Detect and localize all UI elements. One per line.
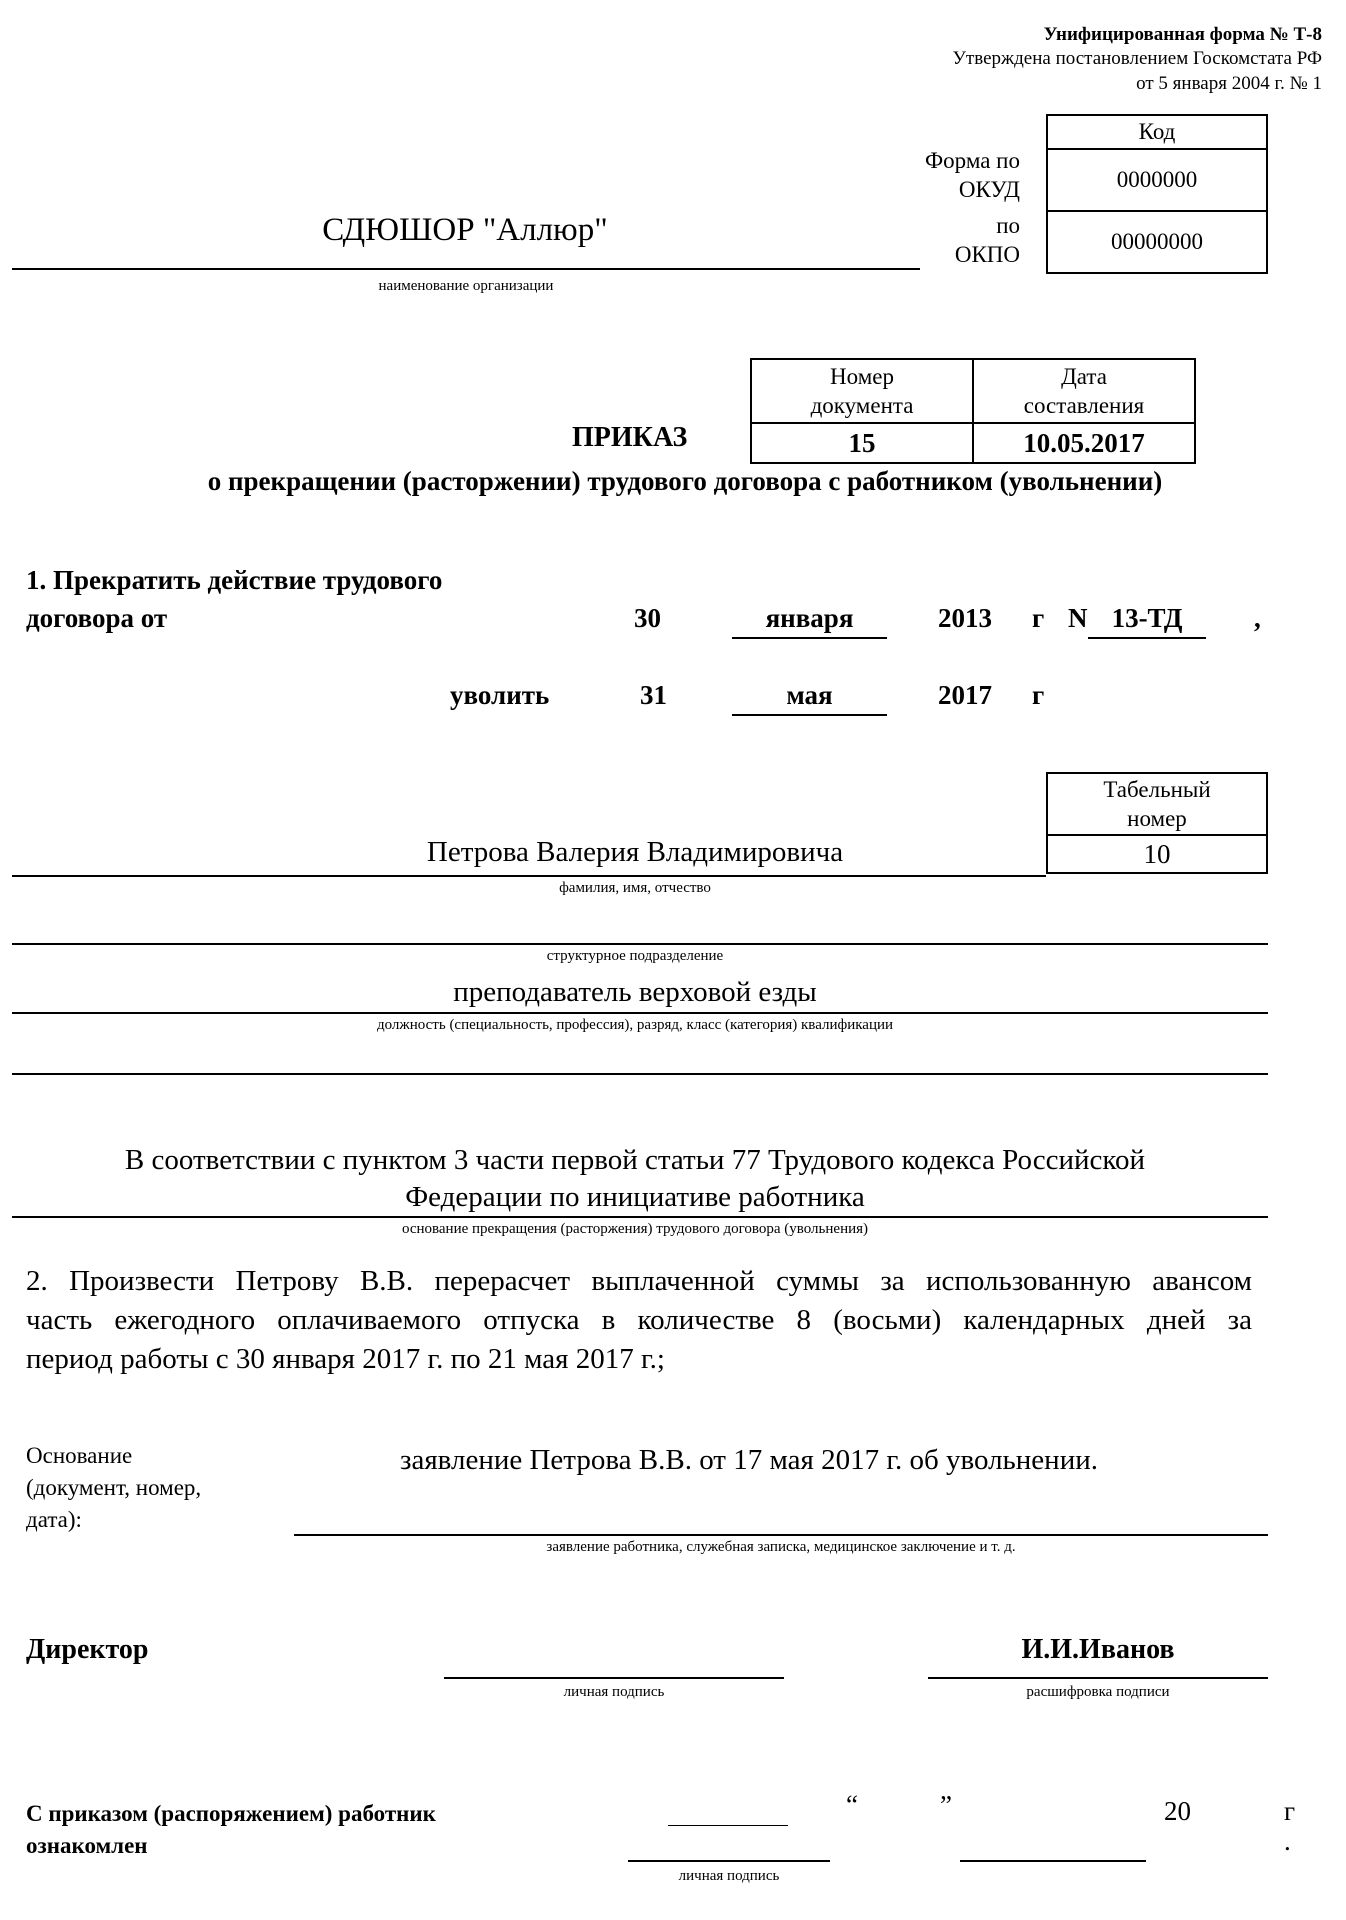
acquaint-g: г: [1284, 1796, 1296, 1826]
position-caption: должность (специальность, профессия), разряд, класс (категория) квалификации: [376, 1017, 894, 1033]
director-sign-caption: личная подпись: [563, 1684, 665, 1700]
contract-number-underline: [1088, 637, 1206, 639]
codes-heading: Код: [1047, 115, 1267, 149]
item1-line1: 1. Прекратить действие трудового: [26, 565, 443, 595]
item2-line1: 2. Произвести Петрову В.В. перерасчет выплаченной суммы за использованную авансом: [26, 1265, 1252, 1297]
department-caption: структурное подразделение: [546, 948, 724, 964]
grounds-underline: [12, 1216, 1268, 1218]
okpo-label: по ОКПО: [954, 213, 1020, 267]
tabel-value: 10: [1047, 835, 1267, 873]
okud-value: 0000000: [1047, 149, 1267, 211]
basis-value: заявление Петрова В.В. от 17 мая 2017 г. об увольнении.: [400, 1444, 1098, 1476]
contract-day: 30: [634, 603, 661, 633]
contract-number: 13-ТД: [1111, 603, 1183, 633]
acquaint-text: С приказом (распоряжением) работник ознакомлен: [26, 1801, 436, 1858]
director-name-line: [928, 1677, 1268, 1679]
employee-name: Петрова Валерия Владимировича: [426, 836, 844, 868]
doc-date-header: Дата составления: [973, 359, 1195, 423]
contract-year: 2013: [938, 603, 992, 633]
okpo-value: 00000000: [1047, 211, 1267, 273]
approval-line-1: Утверждена постановлением Госкомстата РФ: [952, 48, 1322, 69]
contract-month: января: [765, 603, 854, 633]
acquaint-open-quote: “: [846, 1790, 858, 1820]
grounds-caption: основание прекращения (расторжения) трудового договора (увольнения): [401, 1221, 869, 1237]
director-name: И.И.Иванов: [1021, 1634, 1175, 1665]
organization-underline: [12, 268, 920, 270]
organization-caption: наименование организации: [378, 278, 554, 294]
dismiss-day: 31: [640, 680, 667, 710]
okud-label: Форма по ОКУД: [925, 148, 1020, 202]
contract-comma: ,: [1254, 603, 1261, 633]
contract-month-underline: [732, 637, 887, 639]
position-underline: [12, 1012, 1268, 1014]
employee-name-underline: [12, 875, 1046, 877]
acquaint-dot: .: [1284, 1826, 1291, 1856]
grounds-line2: Федерации по инициативе работника: [405, 1181, 865, 1213]
item2-line2: часть ежегодного оплачиваемого отпуска в количестве 8 (восьми) календарных дней за: [26, 1304, 1252, 1336]
item2-line3: период работы с 30 января 2017 г. по 21 мая 2017 г.;: [26, 1343, 665, 1375]
dismiss-year: 2017: [938, 680, 992, 710]
item2-text: [26, 1262, 1252, 1379]
order-title: ПРИКАЗ: [572, 422, 688, 453]
dismiss-month: мая: [786, 680, 833, 710]
department-underline: [12, 943, 1268, 945]
director-position: Директор: [26, 1634, 149, 1665]
acquaint-close-quote: ”: [940, 1790, 952, 1820]
doc-number-header: Номер документа: [751, 359, 973, 423]
codes-table: [1046, 114, 1268, 274]
dismiss-month-underline: [732, 714, 887, 716]
director-name-caption: расшифровка подписи: [1026, 1684, 1170, 1700]
employee-position: преподаватель верховой езды: [453, 976, 817, 1008]
organization-name: СДЮШОР "Аллюр": [322, 212, 608, 248]
form-title: Унифицированная форма № Т-8: [1043, 24, 1322, 45]
doc-date-value: 10.05.2017: [973, 423, 1195, 463]
item1-line2: договора от: [26, 603, 168, 633]
basis-label: Основание (документ, номер, дата):: [26, 1443, 202, 1532]
acquaint-sign-line: [628, 1860, 830, 1862]
director-sign-line: [444, 1677, 784, 1679]
acquaint-month-line: [960, 1860, 1146, 1862]
contract-no-sign: N: [1068, 603, 1088, 633]
approval-line-2: от 5 января 2004 г. № 1: [1136, 73, 1322, 94]
order-subtitle: о прекращении (расторжении) трудового договора с работником (увольнении): [207, 466, 1163, 496]
doc-number-value: 15: [751, 423, 973, 463]
grounds-line1: В соответствии с пунктом 3 части первой статьи 77 Трудового кодекса Российской: [124, 1144, 1146, 1176]
acquaint-year-prefix: 20: [1164, 1796, 1191, 1826]
extra-underline: [12, 1073, 1268, 1075]
dismiss-g: г: [1032, 680, 1045, 710]
contract-g: г: [1032, 603, 1045, 633]
basis-caption: заявление работника, служебная записка, медицинское заключение и т. д.: [546, 1539, 1016, 1555]
acquaint-sign-caption: личная подпись: [678, 1868, 780, 1884]
basis-underline: [294, 1534, 1268, 1536]
tabel-header: Табельный номер: [1047, 773, 1267, 835]
employee-name-caption: фамилия, имя, отчество: [559, 880, 711, 896]
dismiss-label: уволить: [450, 680, 550, 710]
doc-number-date-table: [750, 358, 1196, 464]
acquaint-day-blank: [668, 1825, 788, 1826]
